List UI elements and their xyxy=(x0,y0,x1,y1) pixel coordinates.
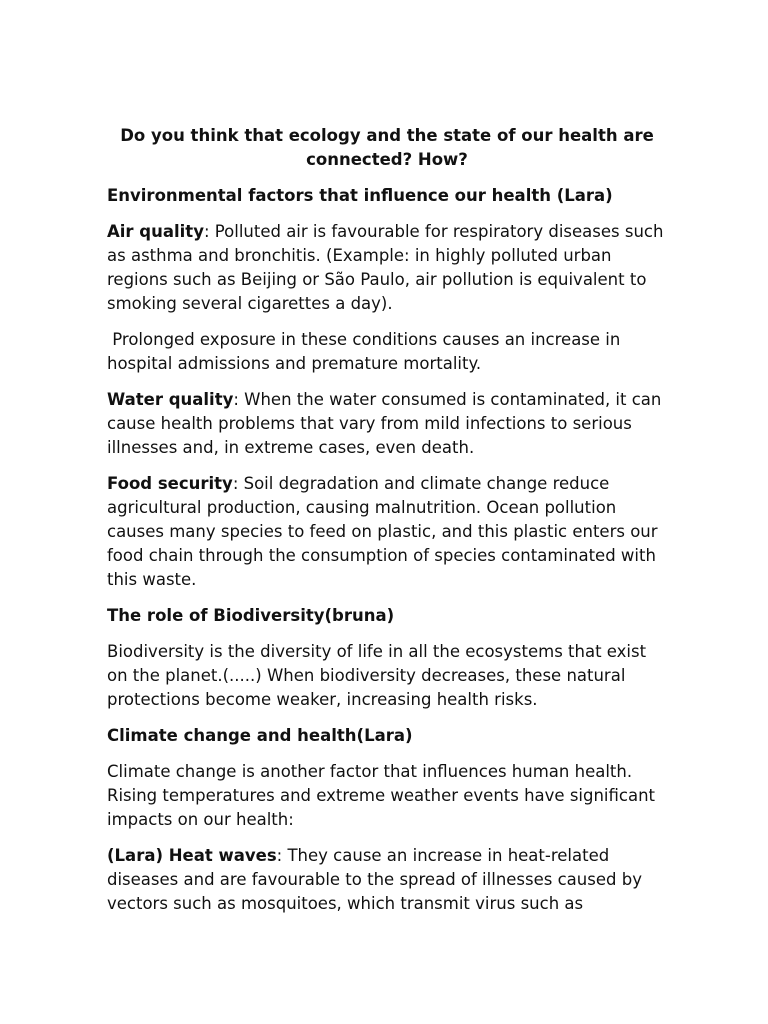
water-quality-label: Water quality xyxy=(107,390,234,409)
paragraph-heat-waves xyxy=(107,844,667,916)
paragraph-prolonged-exposure: Prolonged exposure in these conditions causes an increase in hospital admissions and premature mortality. xyxy=(107,330,626,373)
food-security-label: Food security xyxy=(107,474,233,493)
paragraph-water-quality xyxy=(107,388,667,460)
section-heading-biodiversity: The role of Biodiversity(bruna) xyxy=(107,606,395,625)
heat-waves-label: (Lara) Heat waves xyxy=(107,846,277,865)
paragraph-biodiversity: Biodiversity is the diversity of life in all the ecosystems that exist on the planet.(.....) When biodiversity decreases, these natural protections become weaker, increasing health risks. xyxy=(107,642,647,709)
section-heading-climate-change: Climate change and health(Lara) xyxy=(107,726,413,745)
paragraph-food-security xyxy=(107,472,667,592)
water-quality-text: : When the water consumed is contaminated, it can cause health problems that vary from mild infections to serious illnesses and, in extreme cases, even death. xyxy=(107,390,662,457)
paragraph-climate-change: Climate change is another factor that influences human health. Rising temperatures and extreme weather events have significant impacts on our health: xyxy=(107,762,656,829)
heat-waves-text: : They cause an increase in heat-related diseases and are favourable to the spread of illnesses caused by vectors such as mosquitoes, which transmit virus such as xyxy=(107,846,642,913)
air-quality-label: Air quality xyxy=(107,222,204,241)
air-quality-text: : Polluted air is favourable for respiratory diseases such as asthma and bronchitis. (Example: in highly polluted urban regions such as Beijing or São Paulo, air pollution is equivalent to smoking several cigarettes a day). xyxy=(107,222,664,313)
food-security-text: : Soil degradation and climate change reduce agricultural production, causing malnutrition. Ocean pollution causes many species to feed on plastic, and this plastic enters our food chain through the consumption of species contaminated with this waste. xyxy=(107,474,658,589)
document-page xyxy=(107,124,667,928)
paragraph-air-quality xyxy=(107,220,667,316)
document-title: Do you think that ecology and the state of our health are connected? How? xyxy=(120,126,654,169)
section-heading-environmental-factors: Environmental factors that influence our health (Lara) xyxy=(107,186,613,205)
